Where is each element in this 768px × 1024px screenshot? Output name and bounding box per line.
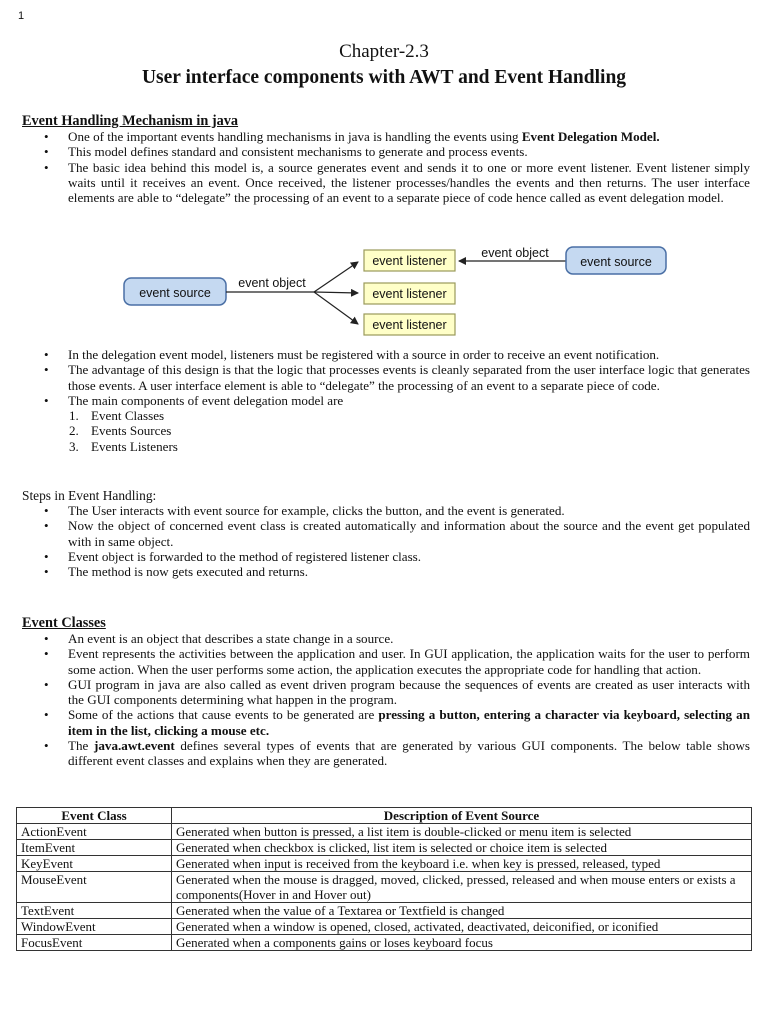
event-class-table xyxy=(16,807,752,951)
document-title: User interface components with AWT and Event Handling xyxy=(141,67,627,88)
mechanism-heading: Event Handling Mechanism in java xyxy=(22,113,239,129)
list-item: 1. Event Classes xyxy=(69,408,165,424)
list-item: • The main components of event delegation model are xyxy=(22,393,750,408)
list-item: • The method is now gets executed and returns. xyxy=(22,564,750,579)
event-class-cell: TextEvent xyxy=(17,903,172,919)
page-number: 1 xyxy=(18,10,25,22)
event-class-cell: FocusEvent xyxy=(17,935,172,951)
list-item: • An event is an object that describes a state change in a source. xyxy=(22,631,750,646)
components-list xyxy=(22,408,750,454)
list-item: • This model defines standard and consistent mechanisms to generate and process events. xyxy=(22,144,750,159)
table-row xyxy=(17,840,752,856)
delegation-section xyxy=(22,347,750,454)
steps-section xyxy=(22,488,750,579)
description-cell: Generated when a window is opened, closed, activated, deactivated, deiconified, or iconified xyxy=(172,919,752,935)
arrow-to-listener-2 xyxy=(314,292,358,293)
list-item: • In the delegation event model, listeners must be registered with a source in order to receive an event notification. xyxy=(22,347,750,362)
description-cell: Generated when input is received from the keyboard i.e. when key is pressed, released, typed xyxy=(172,856,752,872)
table-row xyxy=(17,935,752,951)
list-item: • The basic idea behind this model is, a source generates event and sends it to one or more event listener. Event listener simply waits until it receives an event. Once received, the listener processes/handles the events and then returns. The user interface elements are able to “delegate” the processing of an event to a separate piece of code hence called as event delegation model. xyxy=(22,160,750,206)
column-header-event-class: Event Class xyxy=(17,808,172,824)
event-class-cell: KeyEvent xyxy=(17,856,172,872)
delegation-bullet-list xyxy=(22,347,750,408)
description-cell: Generated when button is pressed, a list item is double-clicked or menu item is selected xyxy=(172,824,752,840)
event-object-label-left: event object xyxy=(238,276,306,290)
steps-bullet-list xyxy=(22,503,750,579)
list-item: • Some of the actions that cause events to be generated are pressing a button, entering a character via keyboard, selecting an item in the list, clicking a mouse etc. xyxy=(22,707,750,738)
arrow-to-listener-1 xyxy=(314,262,358,292)
list-item: • The advantage of this design is that the logic that processes events is cleanly separated from the user interface logic that generates those events. A user interface element is able to “delegate” the processing of an event to a separate piece of code. xyxy=(22,362,750,393)
description-cell: Generated when checkbox is clicked, list item is selected or choice item is selected xyxy=(172,840,752,856)
event-object-label-right: event object xyxy=(481,246,549,260)
source-label-right: event source xyxy=(580,255,652,269)
event-class-cell: ActionEvent xyxy=(17,824,172,840)
mechanism-bullet-list xyxy=(22,129,750,205)
table-row xyxy=(17,856,752,872)
table-row xyxy=(17,872,752,903)
column-header-description: Description of Event Source xyxy=(172,808,752,824)
listener-label-3: event listener xyxy=(372,318,447,332)
source-label-left: event source xyxy=(139,286,211,300)
description-cell: Generated when the mouse is dragged, moved, clicked, pressed, released and when mouse enters or exists a components(Hover in and Hover out) xyxy=(172,872,752,903)
event-classes-heading: Event Classes xyxy=(22,615,106,631)
listener-label-1: event listener xyxy=(372,254,447,268)
list-item: 3. Events Listeners xyxy=(69,438,178,454)
table-row xyxy=(17,903,752,919)
list-item: • GUI program in java are also called as event driven program because the sequences of events are created as user interacts with the GUI components determining what happen in the program. xyxy=(22,677,750,708)
steps-heading: Steps in Event Handling: xyxy=(22,488,157,503)
list-item: • Event represents the activities between the application and user. In GUI application, the application waits for the user to perform some action. When the user performs some action, the application executes the appropriate code for handling that action. xyxy=(22,646,750,677)
listener-label-2: event listener xyxy=(372,287,447,301)
event-classes-section xyxy=(22,615,750,769)
chapter-label: Chapter-2.3 xyxy=(339,41,429,62)
event-class-cell: WindowEvent xyxy=(17,919,172,935)
list-item: • Event object is forwarded to the method of registered listener class. xyxy=(22,549,750,564)
description-cell: Generated when a components gains or loses keyboard focus xyxy=(172,935,752,951)
event-class-cell: MouseEvent xyxy=(17,872,172,903)
mechanism-section xyxy=(22,113,750,205)
list-item: 2. Events Sources xyxy=(69,423,172,439)
table-row xyxy=(17,919,752,935)
event-classes-bullet-list xyxy=(22,631,750,769)
arrow-to-listener-3 xyxy=(314,292,358,324)
list-item: • Now the object of concerned event class is created automatically and information about the source and the event get populated with in same object. xyxy=(22,518,750,549)
list-item: • One of the important events handling mechanisms in java is handling the events using Event Delegation Model. xyxy=(22,129,750,144)
description-cell: Generated when the value of a Textarea or Textfield is changed xyxy=(172,903,752,919)
event-class-cell: ItemEvent xyxy=(17,840,172,856)
table-header-row xyxy=(17,808,752,824)
table-row xyxy=(17,824,752,840)
list-item: • The java.awt.event defines several types of events that are generated by various GUI components. The below table shows different event classes and explains when they are generated. xyxy=(22,738,750,769)
list-item: • The User interacts with event source for example, clicks the button, and the event is generated. xyxy=(22,503,750,518)
event-delegation-diagram xyxy=(120,242,680,342)
